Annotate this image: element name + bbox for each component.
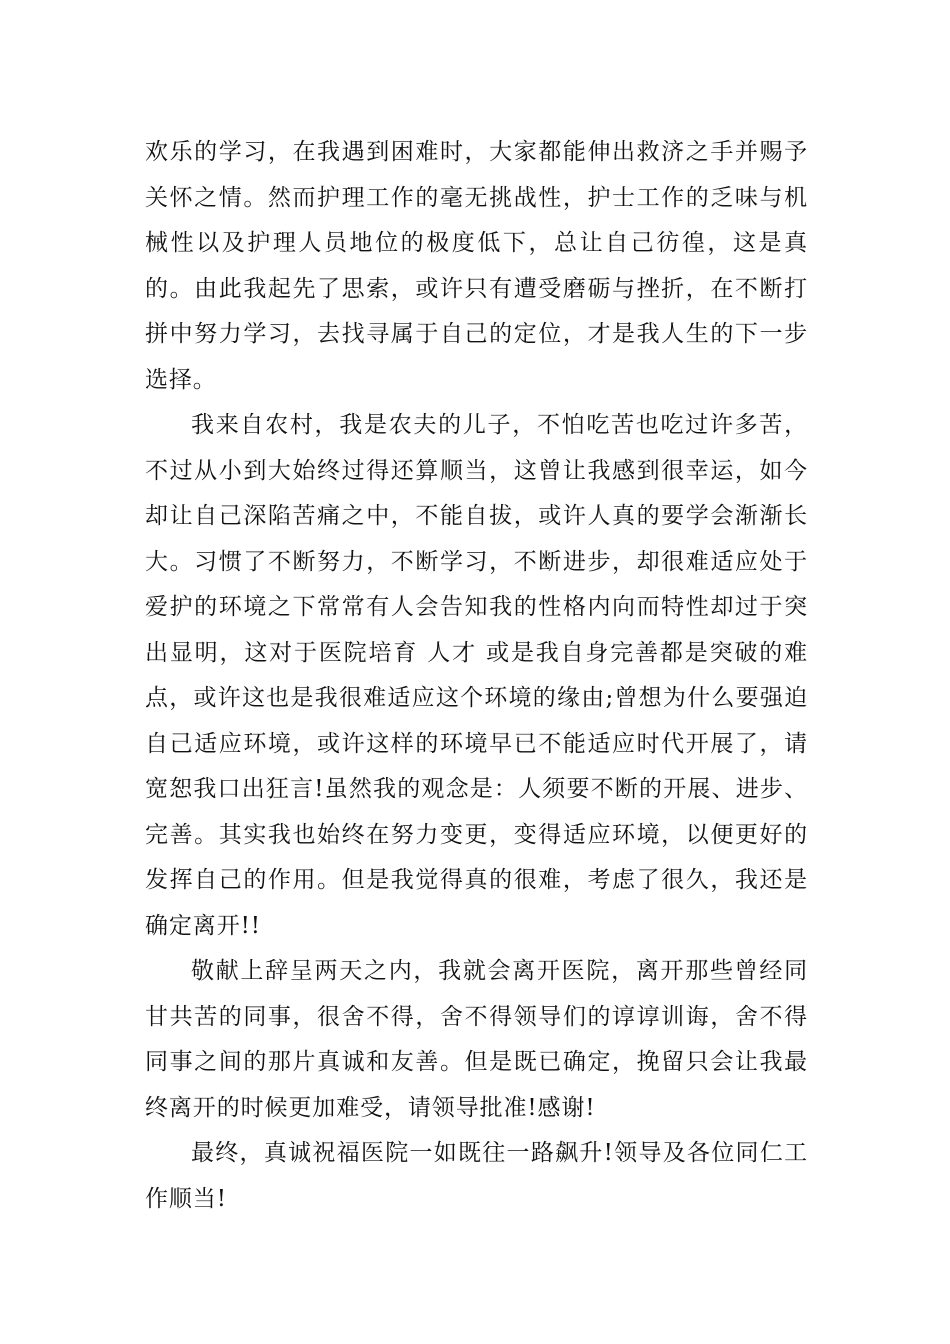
paragraph-1: 欢乐的学习，在我遇到困难时，大家都能伸出救济之手并赐予关怀之情。然而护理工作的毫无挑战性，护士工作的乏味与机械性以及护理人员地位的极度低下，总让自己彷徨，这是真的。由此我起先了思索，或许只有遭受磨砺与挫折，在不断打拼中努力学习，去找寻属于自己的定位，才是我人生的下一步选择。 xyxy=(145,139,808,393)
paragraph-2: 我来自农村，我是农夫的儿子，不怕吃苦也吃过许多苦，不过从小到大始终过得还算顺当，这曾让我感到很幸运，如今却让自己深陷苦痛之中，不能自拔，或许人真的要学会渐渐长大。习惯了不断努力，不断学习，不断进步，却很难适应处于爱护的环境之下常常有人会告知我的性格内向而特性却过于突出显明，这对于医院培育 人才 或是我自身完善都是突破的难点，或许这也是我很难适应这个环境的缘由;曾想为什么要强迫自己适应环境，或许这样的环境早已不能适应时代开展了，请宽恕我口出狂言!虽然我的观念是：人须要不断的开展、进步、完善。其实我也始终在努力变更，变得适应环境，以便更好的发挥自己的作用。但是我觉得真的很难，考虑了很久，我还是确定离开!! xyxy=(145,412,808,939)
paragraph-3: 敬献上辞呈两天之内，我就会离开医院，离开那些曾经同甘共苦的同事，很舍不得，舍不得领导们的谆谆训诲，舍不得同事之间的那片真诚和友善。但是既已确定，挽留只会让我最终离开的时候更加难受，请领导批准!感谢! xyxy=(145,958,808,1121)
paragraph-4: 最终，真诚祝福医院一如既往一路飙升!领导及各位同仁工作顺当! xyxy=(145,1140,808,1212)
document-body xyxy=(145,130,808,1222)
